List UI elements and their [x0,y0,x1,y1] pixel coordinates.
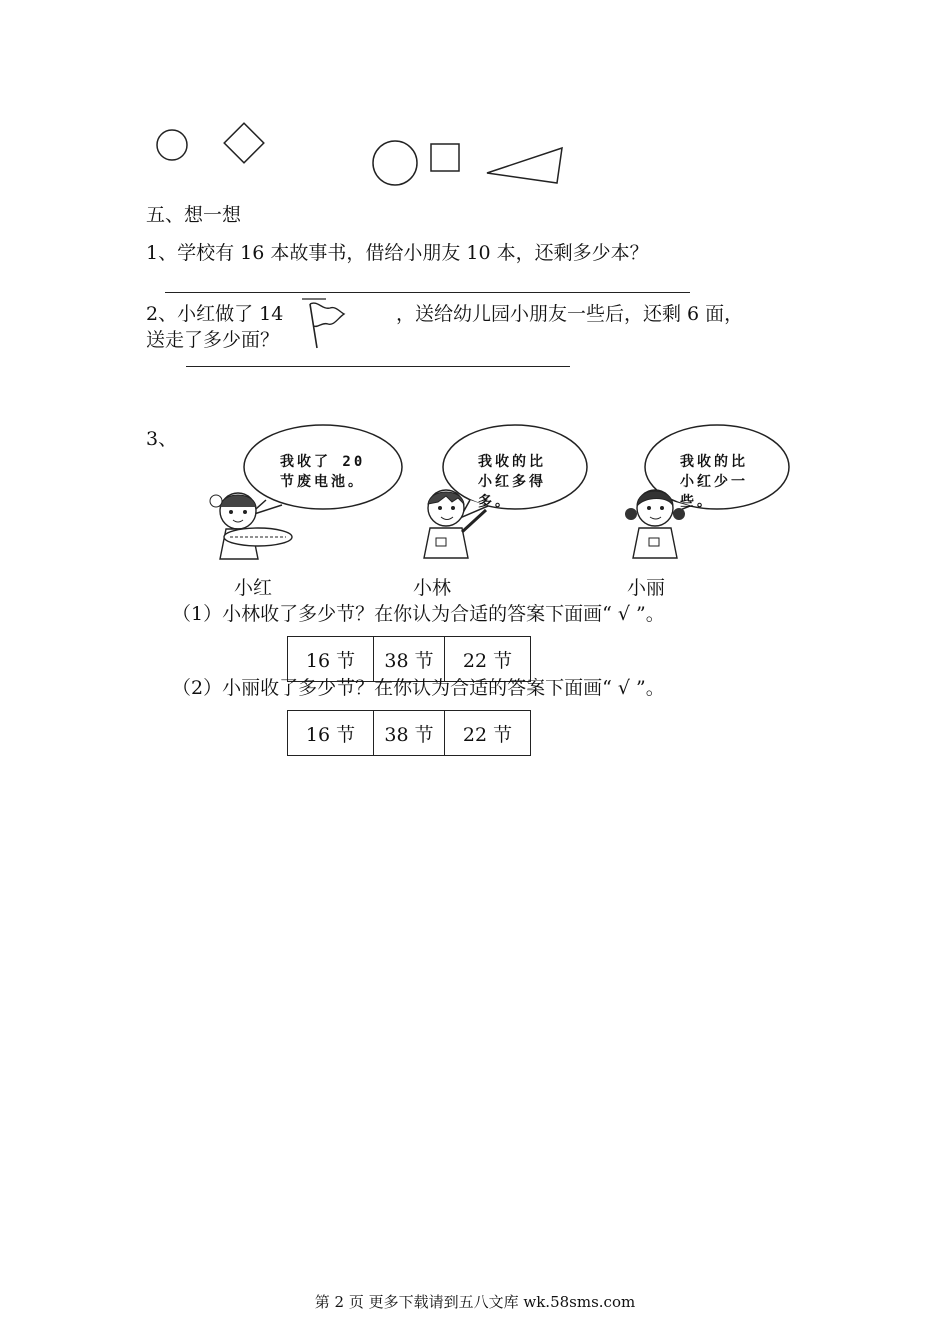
question-3-label: 3、 [146,428,178,450]
large-circle-shape [373,141,417,185]
speech-xiaoli: 我收的比 小红少一 些。 [680,454,748,510]
answer-line-1[interactable] [165,292,690,293]
option-2-b[interactable]: 38 节 [374,711,445,756]
square-shape [431,144,459,171]
rotated-square-shape [224,123,264,163]
xiaolin-figure-icon [408,480,498,562]
option-2-c[interactable]: 22 节 [445,711,531,756]
triangle-shape [487,148,562,183]
section-title: 五、想一想 [146,204,242,226]
name-xiaohong: 小红 [234,577,273,599]
flag-icon [300,296,348,354]
option-1-b[interactable]: 38 节 [374,637,445,682]
page-footer: 第 2 页 更多下载请到五八文库 wk.58sms.com [314,1293,636,1311]
sub-question-1: （1）小林收了多少节？在你认为合适的答案下面画“ √ ”。 [172,603,665,625]
question-1: 1、学校有 16 本故事书，借给小朋友 10 本，还剩多少本？ [146,242,649,264]
name-xiaoli: 小丽 [627,577,666,599]
shapes-row [0,0,950,200]
speech-xiaohong: 我收了 20 节废电池。 [280,454,366,490]
speech-xiaolin: 我收的比 小红多得 多。 [478,454,546,510]
small-circle-shape [157,130,187,160]
question-2-part-b: ，送给幼儿园小朋友一些后，还剩 6 面， [396,303,744,325]
question-2-part-a: 2、小红做了 14 [146,303,284,325]
xiaoli-figure-icon [615,480,705,562]
sub-question-2: （2）小丽收了多少节？在你认为合适的答案下面画“ √ ”。 [172,677,665,699]
answer-options-2 [287,710,531,756]
name-xiaolin: 小林 [413,577,452,599]
option-1-a[interactable]: 16 节 [288,637,374,682]
option-1-c[interactable]: 22 节 [445,637,531,682]
xiaohong-figure-icon [196,485,296,565]
option-2-a[interactable]: 16 节 [288,711,374,756]
question-2-part-c: 送走了多少面？ [146,329,280,351]
answer-line-2[interactable] [186,366,570,367]
